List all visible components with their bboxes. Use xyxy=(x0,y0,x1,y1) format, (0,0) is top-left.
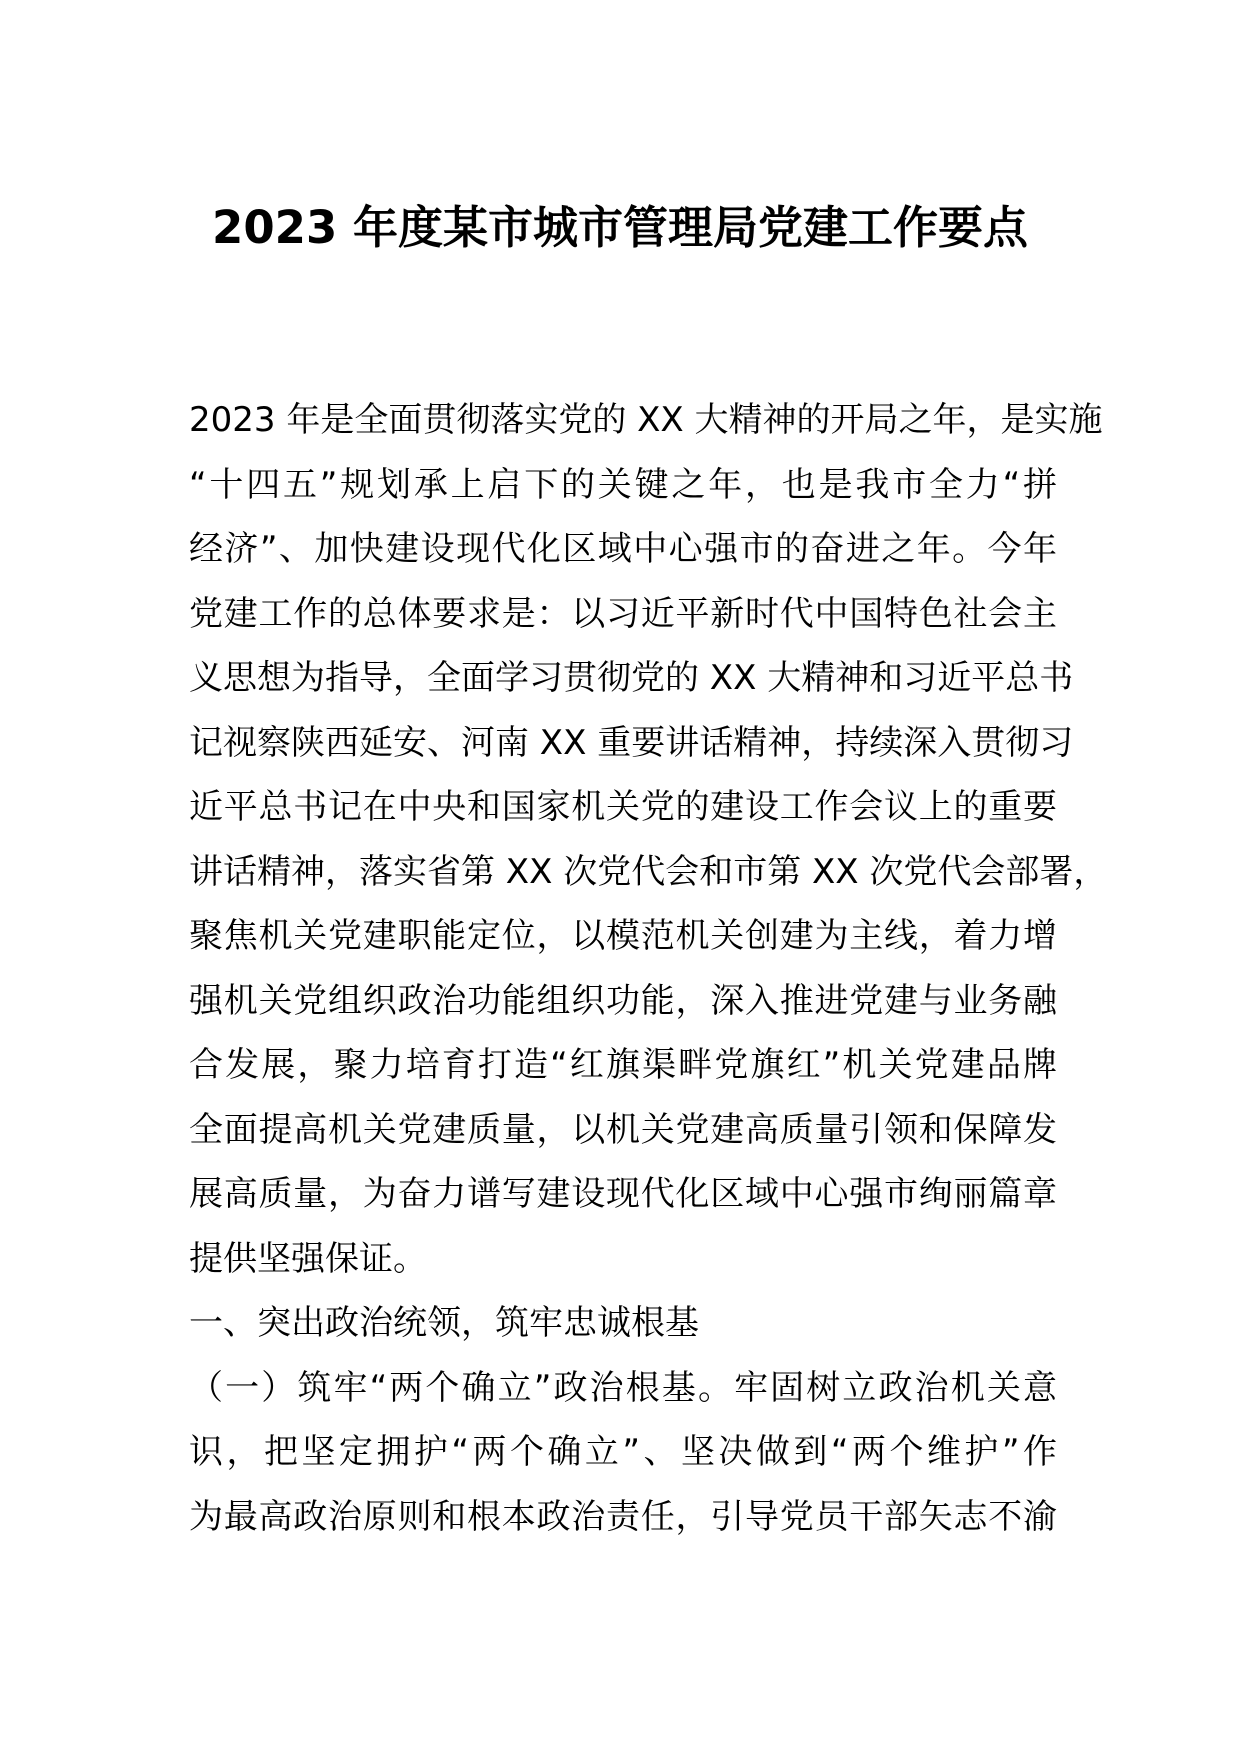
body-line: 近平总书记在中央和国家机关党的建设工作会议上的重要 xyxy=(189,787,1057,827)
body-line: 党建工作的总体要求是：以习近平新时代中国特色社会主 xyxy=(189,593,1057,634)
body-line: 记视察陕西延安、河南 XX 重要讲话精神，持续深入贯彻习 xyxy=(189,722,1074,763)
body-line: “十四五”规划承上启下的关键之年，也是我市全力“拼 xyxy=(189,464,1057,505)
body-line: 义思想为指导，全面学习贯彻党的 XX 大精神和习近平总书 xyxy=(189,658,1074,698)
body-line: 经济”、加快建设现代化区域中心强市的奋进之年。今年 xyxy=(189,529,1057,569)
body-line: 提供坚强保证。 xyxy=(189,1238,427,1279)
body-line: 聚焦机关党建职能定位，以模范机关创建为主线，着力增 xyxy=(189,916,1057,956)
body-line: 展高质量，为奋力谱写建设现代化区域中心强市绚丽篇章 xyxy=(189,1174,1057,1214)
body-line: （一）筑牢“两个确立”政治根基。牢固树立政治机关意 xyxy=(189,1367,1057,1408)
body-line: 合发展，聚力培育打造“红旗渠畔党旗红”机关党建品牌 xyxy=(189,1045,1057,1085)
body-line: 强机关党组织政治功能组织功能，深入推进党建与业务融 xyxy=(189,980,1057,1021)
body-line: 为最高政治原则和根本政治责任，引导党员干部矢志不渝 xyxy=(189,1496,1057,1537)
body-line: 识，把坚定拥护“两个确立”、坚决做到“两个维护”作 xyxy=(189,1432,1057,1472)
document-title: 2023 年度某市城市管理局党建工作要点 xyxy=(212,201,1028,254)
section-heading: 一、突出政治统领，筑牢忠诚根基 xyxy=(189,1303,699,1343)
body-line: 全面提高机关党建质量，以机关党建高质量引领和保障发 xyxy=(189,1109,1057,1150)
document-body xyxy=(189,388,1108,1549)
body-line: 讲话精神，落实省第 XX 次党代会和市第 XX 次党代会部署， xyxy=(189,851,1108,892)
body-line: 2023 年是全面贯彻落实党的 XX 大精神的开局之年，是实施 xyxy=(189,400,1103,440)
